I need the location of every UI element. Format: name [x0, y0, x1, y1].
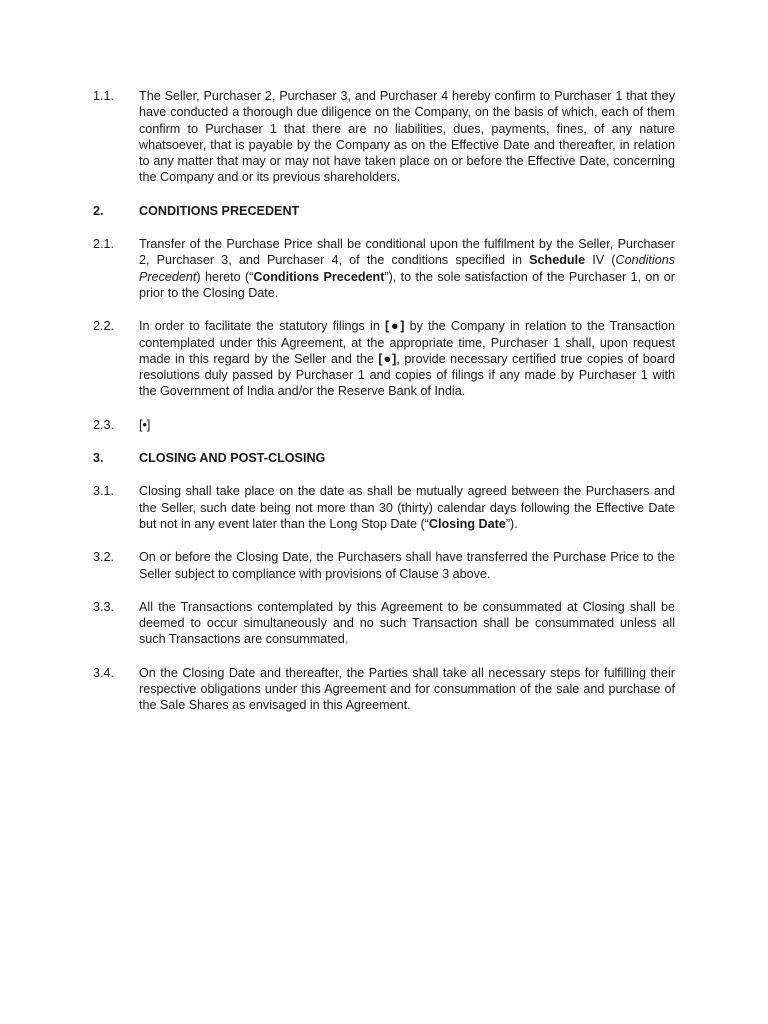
clause-number: 2.1.: [93, 237, 115, 252]
clause-2-1: [93, 236, 675, 301]
clause-1-1: [93, 88, 675, 186]
clause-3-1: [93, 483, 675, 532]
clause-text: [•]: [139, 417, 151, 432]
document-page: [93, 88, 675, 714]
clause-text: Transfer of the Purchase Price shall be conditional upon the fulfilment by the Seller, Purchaser 2, Purchaser 3, and Purchaser 4, of the conditions specified in Schedule IV (Conditions Precedent) hereto (“Conditions Precedent”), to the sole satisfaction of the Purchaser 1, on or prior to the Closing Date.: [139, 237, 676, 300]
clause-text: Closing shall take place on the date as shall be mutually agreed between the Purchasers and the Seller, such date being not more than 30 (thirty) calendar days following the Effective Date but not in any event later than the Long Stop Date (“Closing Date”).: [139, 484, 675, 531]
clause-2-2: [93, 318, 675, 399]
clause-3-3: [93, 599, 675, 648]
section-title: CLOSING AND POST-CLOSING: [139, 451, 326, 466]
section-number: 3.: [93, 451, 104, 466]
clause-number: 2.3.: [93, 417, 115, 432]
clause-number: 1.1.: [93, 89, 115, 103]
clause-number: 3.2.: [93, 550, 115, 565]
clause-number: 3.3.: [93, 599, 115, 614]
clause-3-2: [93, 549, 675, 582]
clause-text: On the Closing Date and thereafter, the Parties shall take all necessary steps for fulfilling their respective obligations under this Agreement and for consummation of the sale and purchase of the Sale Shares as envisaged in this Agreement.: [139, 665, 675, 713]
clause-2-3: [93, 417, 675, 433]
clause-number: 3.4.: [93, 665, 115, 680]
clause-text: In order to facilitate the statutory filings in [●] by the Company in relation to the Transaction contemplated under this Agreement, at the appropriate time, Purchaser 1 shall, upon request made in this regard by the Seller and the [●], provide necessary certified true copies of board resolutions duly passed by Purchaser 1 and copies of filings if any made by Purchaser 1 with the Government of India and/or the Reserve Bank of India.: [139, 319, 676, 399]
section-heading-3: [93, 450, 675, 466]
section-number: 2.: [93, 203, 104, 218]
clause-text: The Seller, Purchaser 2, Purchaser 3, and Purchaser 4 hereby confirm to Purchaser 1 that they have conducted a thorough due diligence on the Company, on the basis of which, each of them confirm to Purchaser 1 that there are no liabilities, dues, payments, fines, of any nature whatsoever, that is payable by the Company as on the Effective Date and thereafter, in relation to any matter that may or may not have taken place on or before the Effective Date, concerning the Company and or its previous shareholders.: [139, 89, 675, 185]
clause-text: All the Transactions contemplated by this Agreement to be consummated at Closing shall be deemed to occur simultaneously and no such Transaction shall be consummated unless all such Transactions are consummated.: [139, 599, 675, 647]
section-title: CONDITIONS PRECEDENT: [139, 203, 300, 218]
clause-3-4: [93, 665, 675, 714]
clause-number: 3.1.: [93, 484, 115, 499]
section-heading-2: [93, 203, 675, 219]
clause-text: On or before the Closing Date, the Purchasers shall have transferred the Purchase Price to the Seller subject to compliance with provisions of Clause 3 above.: [139, 550, 675, 581]
clause-number: 2.2.: [93, 319, 115, 334]
